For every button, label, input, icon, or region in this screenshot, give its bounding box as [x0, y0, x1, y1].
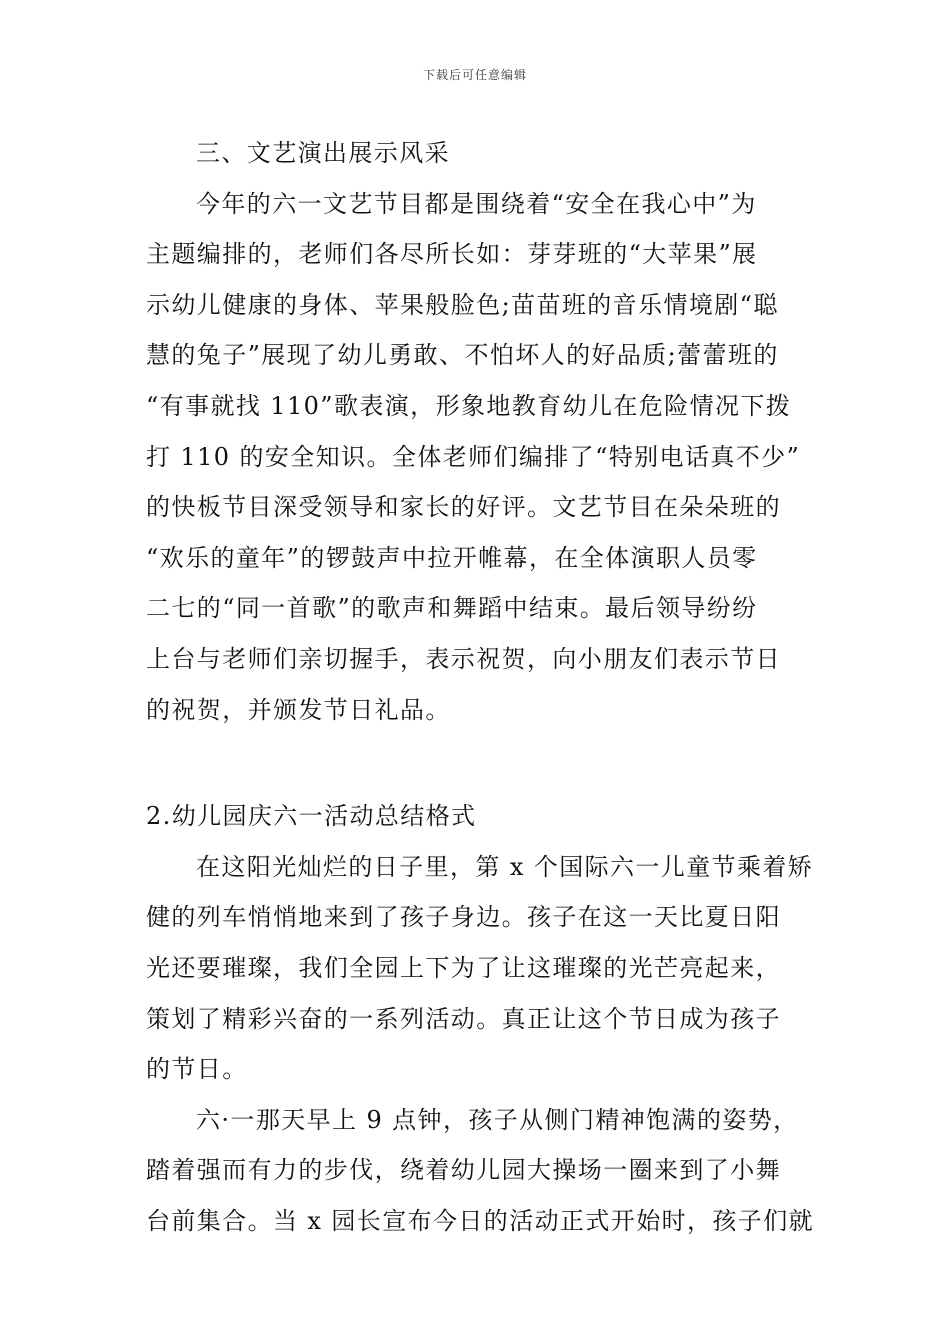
section-spacer: [146, 735, 808, 791]
text-line: 健的列车悄悄地来到了孩子身边。孩子在这一天比夏日阳: [146, 903, 781, 932]
paragraph: [146, 179, 808, 736]
page-header-note: 下载后可任意编辑: [422, 68, 527, 82]
text-line: 上台与老师们亲切握手，表示祝贺，向小朋友们表示节日: [146, 644, 781, 673]
text-line: 示幼儿健康的身体、苹果般脸色;苗苗班的音乐情境剧“聪: [146, 290, 779, 319]
paragraph: [146, 842, 814, 1095]
text-line: 在这阳光灿烂的日子里，第 x 个国际六一儿童节乘着矫: [196, 852, 814, 881]
text-line: 策划了精彩兴奋的一系列活动。真正让这个节日成为孩子: [146, 1004, 781, 1033]
text-line: 打 110 的安全知识。全体老师们编排了“特别电话真不少”: [146, 442, 801, 471]
text-line: 踏着强而有力的步伐，绕着幼儿园大操场一圈来到了小舞: [146, 1156, 781, 1185]
text-line: 二七的“同一首歌”的歌声和舞蹈中结束。最后领导纷纷: [146, 594, 758, 623]
text-line: “有事就找 110”歌表演，形象地教育幼儿在危险情况下拨: [146, 391, 792, 420]
paragraph: [146, 1095, 814, 1247]
text-line: 台前集合。当 x 园长宣布今日的活动正式开始时，孩子们就: [146, 1206, 814, 1235]
section-title: 2.幼儿园庆六一活动总结格式: [146, 802, 477, 831]
document-body: [146, 128, 814, 1246]
text-line: 六·一那天早上 9 点钟，孩子从侧门精神饱满的姿势，: [196, 1105, 799, 1134]
text-line: 慧的兔子”展现了幼儿勇敢、不怕坏人的好品质;蕾蕾班的: [146, 341, 779, 370]
text-line: 今年的六一文艺节目都是围绕着“安全在我心中”为: [196, 189, 757, 218]
text-line: 光还要璀璨，我们全园上下为了让这璀璨的光芒亮起来，: [146, 953, 781, 982]
text-line: 主题编排的，老师们各尽所长如：芽芽班的“大苹果”展: [146, 240, 758, 269]
section-heading: 三、文艺演出展示风采: [196, 139, 450, 167]
text-line: “欢乐的童年”的锣鼓声中拉开帷幕，在全体演职人员零: [146, 543, 758, 572]
text-line: 的节日。: [146, 1055, 248, 1084]
text-line: 的快板节目深受领导和家长的好评。文艺节目在朵朵班的: [146, 493, 781, 522]
text-line: 的祝贺，并颁发节日礼品。: [146, 695, 451, 724]
